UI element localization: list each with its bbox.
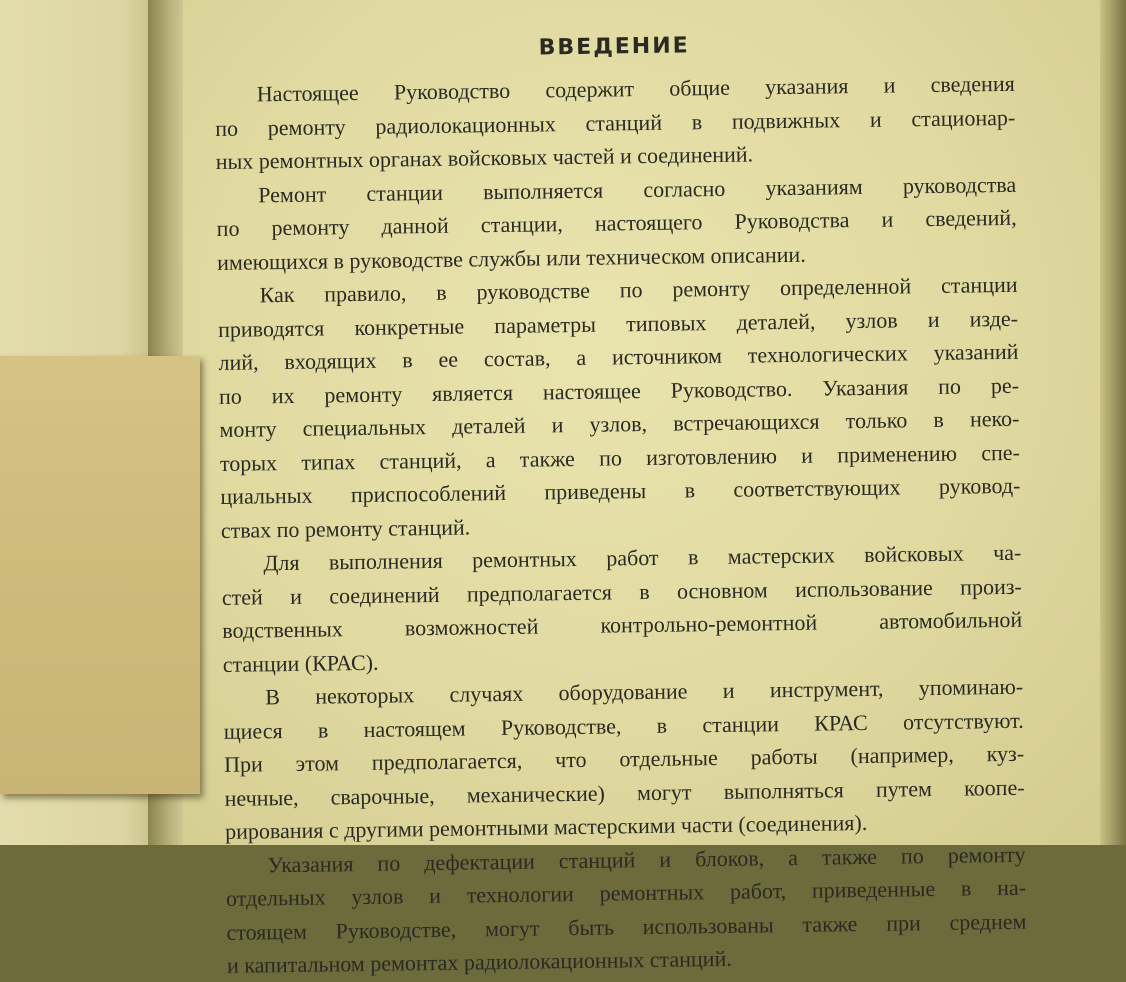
text-line: и капитальном ремонтах радиолокационных станций.	[226, 945, 732, 978]
text-line: Ремонт станции выполняется согласно указаниям руководства	[258, 171, 1017, 207]
text-line: В некоторых случаях оборудование и инструмент, упоминаю-	[265, 673, 1024, 710]
text-line: водственных возможностей контрольно-ремонтной автомобильной	[222, 606, 1023, 643]
page-text	[214, 25, 1027, 982]
text-line: по ремонту данной станции, настоящего Руководства и сведений,	[216, 204, 1017, 241]
text-line: ствах по ремонту станций.	[220, 513, 471, 543]
text-line: ных ремонтных органах войсковых частей и соединений.	[215, 141, 754, 174]
text-line: стоящем Руководстве, могут быть использованы также при среднем	[226, 908, 1027, 945]
page-title: ВВЕДЕНИЕ	[538, 33, 690, 61]
text-line: отдельных узлов и технологии ремонтных работ, приведенные в на-	[225, 874, 1027, 911]
text-line: станции (КРАС).	[222, 649, 379, 677]
text-line: Для выполнения ремонтных работ в мастерских войсковых ча-	[263, 539, 1022, 576]
text-line: лий, входящих в ее состав, а источником технологических указаний	[218, 338, 1019, 375]
text-line: приводятся конкретные параметры типовых деталей, узлов и изде-	[217, 305, 1019, 342]
text-line: торых типах станций, а также по изготовлению и применению спе-	[219, 439, 1021, 476]
text-line: стей и соединений предполагается в основном использование произ-	[221, 573, 1022, 610]
text-line: рирования с другими ремонтными мастерскими части (соединения).	[224, 809, 868, 844]
text-line: щиеся в настоящем Руководстве, в станции КРАС отсутствуют.	[223, 707, 1024, 744]
text-line: При этом предполагается, что отдельные работы (например, куз-	[223, 740, 1025, 777]
text-line: Как правило, в руководстве по ремонту определенной станции	[259, 271, 1018, 308]
right-edge	[1100, 0, 1126, 845]
text-line: по их ремонту является настоящее Руководство. Указания по ре-	[218, 372, 1020, 409]
text-line: монту специальных деталей и узлов, встречающихся только в неко-	[219, 405, 1020, 442]
text-line: циальных приспособлений приведены в соответствующих руковод-	[220, 472, 1021, 509]
text-line: Указания по дефектации станций и блоков, а также по ремонту	[267, 841, 1026, 877]
text-line: нечные, сварочные, механические) могут выполняться путем коопе-	[224, 774, 1025, 811]
paper-tab-strip	[0, 356, 200, 794]
text-line: Настоящее Руководство содержит общие указания и сведения	[256, 70, 1015, 107]
text-line: имеющихся в руководстве службы или техническом описании.	[216, 241, 806, 275]
text-line: по ремонту радиолокационных станций в подвижных и стационар-	[215, 104, 1016, 141]
